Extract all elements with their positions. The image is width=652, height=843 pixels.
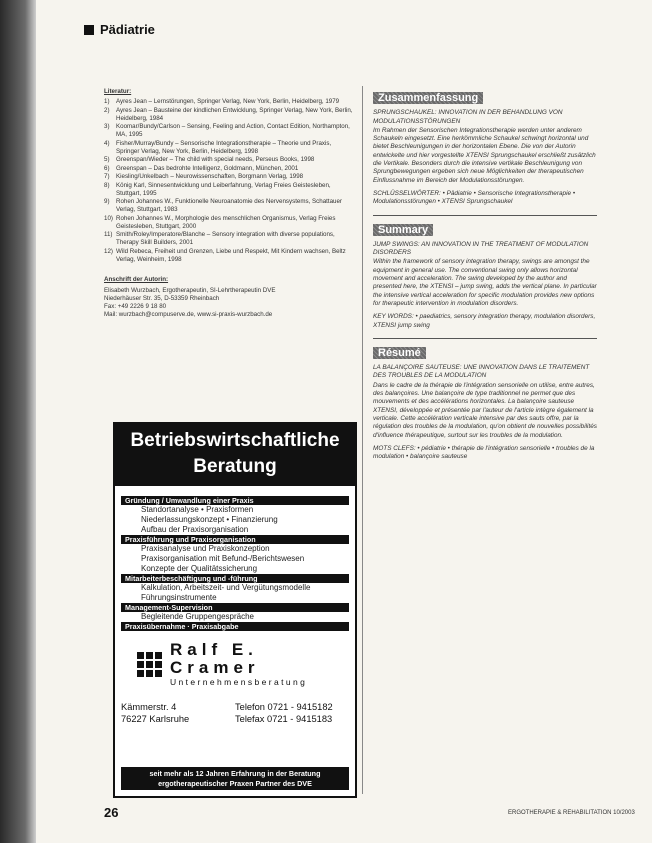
ad-section-heading: Gründung / Umwandlung einer Praxis [121, 496, 349, 505]
ad-section-item: Führungsinstrumente [141, 593, 217, 602]
literature-text: Greenspan/Wieder – The child with special needs, Perseus Books, 1998 [116, 156, 315, 163]
literature-number: 9) [104, 198, 110, 205]
literature-text: Rohen Johannes W., Funktionelle Neuroanatomie des Nervensystems, Schattauer Verlag, Stuttgart, 1983 [116, 198, 342, 213]
company-contact [121, 701, 349, 725]
ad-section-heading: Praxisübernahme · Praxisabgabe [121, 622, 349, 631]
company-street: Kämmerstr. 4 [121, 702, 177, 712]
literature-text: Smith/Roley/Imperatore/Blanche – Sensory integration with diverse populations, Therapy Skill Builders, 2001 [116, 231, 335, 246]
literature-item [104, 173, 356, 181]
literature-title: Literatur: [104, 88, 132, 95]
company-subtitle: Unternehmensberatung [170, 677, 308, 687]
literature-number: 5) [104, 156, 110, 163]
ad-service-list [121, 496, 349, 631]
literature-number: 10) [104, 214, 113, 222]
literature-number: 3) [104, 123, 110, 130]
summary-banner: Summary [373, 224, 433, 236]
summary-banner: Résumé [373, 347, 426, 359]
literature-item [104, 231, 356, 247]
literature-text: Kiesling/Unkelbach – Neurowissenschaften, Borgmann Verlag, 1998 [116, 173, 304, 180]
ad-section-item: Konzepte der Qualitätssicherung [141, 564, 258, 573]
address-line: Fax: +49 2226 9 18 80 [104, 302, 167, 310]
column-divider [362, 86, 363, 794]
section-header [84, 22, 155, 37]
literature-text: Ayres Jean – Lernstörungen, Springer Verlag, New York, Berlin, Heidelberg, 1979 [116, 98, 340, 105]
address-line: Niederhäuser Str. 35, D-53359 Rheinbach [104, 294, 220, 302]
literature-item [104, 182, 356, 198]
summary-block [373, 224, 597, 330]
summary-body: Im Rahmen der Sensorischen Integrationstherapie werden unter anderem Schaukeln eingesetzt. Eine herkömmliche Schaukel schwingt horizontal und bietet Beschleunigungen in der horizontalen Ebene. Die von der Autorin entwickelte und hier vorgestellte XTENSI Sprungschaukel erschließt zusätzlich die Vertikale. Besonders durch die intensive vertikale Beschleunigung von Sprungbewegungen ergeben sich neue Möglichkeiten der therapeutischen Einflussnahme im Bereich der Modulationsstörungen. [373, 126, 596, 184]
summary-block [373, 347, 597, 462]
address-line: Mail: wurzbach@compuserve.de, www.si-praxis-wurzbach.de [104, 310, 273, 318]
page-number: 26 [104, 805, 119, 820]
summary-title: JUMP SWINGS: AN INNOVATION IN THE TREATMENT OF MODULATION DISORDERS [373, 240, 589, 257]
left-column [104, 88, 356, 319]
summary-banner: Zusammenfassung [373, 92, 483, 104]
summary-keywords: SCHLÜSSELWÖRTER: • Pädiatrie • Sensorische Integrationstherapie • Modulationsstörungen • XTENSI Sprungschaukel [373, 189, 576, 206]
literature-number: 7) [104, 173, 110, 180]
company-fax: Telefax 0721 - 9415183 [235, 714, 333, 724]
ad-section-heading: Management-Supervision [121, 603, 349, 612]
ad-section-item: Praxisorganisation mit Befund-/Berichtswesen [141, 554, 305, 563]
company-name: Ralf E. Cramer [170, 640, 260, 677]
summary-keywords: MOTS CLEFS: • pédiatrie • thérapie de l'intégration sensorielle • troubles de la modulation • balançoire sauteuse [373, 444, 595, 461]
ad-section-heading: Praxisführung und Praxisorganisation [121, 535, 349, 544]
summary-keywords: KEY WORDS: • paediatrics, sensory integration therapy, modulation disorders, XTENSI jump swing [373, 313, 596, 329]
literature-number: 12) [104, 247, 113, 255]
literature-item [104, 165, 356, 173]
literature-item [104, 98, 356, 106]
company-city: 76227 Karlsruhe [121, 714, 190, 724]
ad-section-item: Kalkulation, Arbeitszeit- und Vergütungsmodelle [141, 583, 311, 592]
summary-divider [373, 338, 597, 339]
literature-number: 11) [104, 231, 113, 238]
literature-item [104, 140, 356, 156]
ad-section-item: Aufbau der Praxisorganisation [141, 525, 249, 534]
summary-column [373, 92, 597, 461]
literature-text: Wild Rebeca, Freiheit und Grenzen, Liebe und Respekt, Mit Kindern wachsen, Beltz Verlag, Weinheim, 1998 [116, 247, 346, 263]
literature-text: König Karl, Sinnesentwicklung und Leiberfahrung, Verlag Freies Geistesleben, Stuttgart, 1995 [116, 181, 331, 197]
summary-title: SPRUNGSCHAUKEL: INNOVATION IN DER BEHANDLUNG VON MODULATIONSSTÖRUNGEN [373, 109, 563, 125]
ad-section-item: Begleitende Gruppengespräche [141, 612, 254, 621]
literature-text: Rohen Johannes W., Morphologie des menschlichen Organismus, Verlag Freies Geistesleben, Stuttgart, 2000 [116, 214, 336, 230]
journal-name: ERGOTHERAPIE & REHABILITATION 10/2003 [508, 810, 635, 816]
literature-item [104, 198, 356, 214]
company-phone: Telefon 0721 - 9415182 [235, 702, 333, 712]
ad-footer: seit mehr als 12 Jahren Erfahrung in der Beratung ergotherapeutischer Praxen Partner des DVE [121, 767, 349, 790]
author-address [104, 276, 356, 319]
ad-section-item: Niederlassungskonzept • Finanzierung [141, 515, 278, 524]
literature-number: 1) [104, 98, 110, 105]
advertisement-box [113, 422, 357, 798]
company-logo [137, 641, 355, 687]
literature-item [104, 156, 356, 164]
literature-text: Fisher/Murray/Bundy – Sensorische Integrationstherapie – Theorie und Praxis, Springer Verlag, New York, Berlin, Heidelberg, 1998 [116, 139, 332, 155]
ad-headline: Betriebswirtschaftliche Beratung [115, 424, 355, 486]
summary-body: Within the framework of sensory integration therapy, swings are amongst the equipment in general use. The conventional swing only allows horizontal movement and acceleration. The swing developed by the author and presented here, the XTENSI – jump swing, adds the vertical plane. In particular the intensive vertical acceleration for specific modulation provides new options for therapeutic intervention in modulation disorders. [373, 258, 597, 307]
summary-block [373, 92, 597, 207]
square-bullet-icon [84, 25, 94, 35]
summary-body: Dans le cadre de la thérapie de l'intégration sensorielle on utilise, entre autres, des balançoires. Une balançoire de type traditionnel ne permet que des mouvements et des accélérations horizontales. La balançoire sauteuse XTENSI, développée et présentée par l'auteur de l'article intègre également la verticale. Cette accélération verticale intensive par des sauts offre, par la régulation des troubles de la modulation, qu'on obtient de nouvelles possibilités d'influence thérapeutique, surtout sur les troubles de la modulation. [373, 381, 597, 439]
literature-item [104, 248, 356, 264]
literature-number: 6) [104, 164, 110, 172]
literature-text: Greenspan – Das bedrohte Intelligenz, Goldmann, München, 2001 [116, 164, 299, 172]
literature-number: 2) [104, 106, 110, 114]
summary-divider [373, 215, 597, 216]
summary-title: LA BALANÇOIRE SAUTEUSE: UNE INNOVATION DANS LE TRAITEMENT DES TROUBLES DE LA MODULATION [373, 364, 590, 380]
literature-text: Koomar/Bundy/Carlson – Sensing, Feeling and Action, Contact Edition, Northampton, MA, 1995 [116, 123, 350, 138]
ad-section-item: Praxisanalyse und Praxiskonzeption [141, 544, 270, 553]
literature-list [104, 98, 356, 264]
literature-item [104, 123, 356, 139]
ad-section-heading: Mitarbeiterbeschäftigung und -führung [121, 574, 349, 583]
literature-item [104, 215, 356, 231]
literature-item [104, 107, 356, 123]
address-line: Elisabeth Wurzbach, Ergotherapeutin, SI-Lehrtherapeutin DVE [104, 286, 276, 294]
logo-dots-icon [137, 652, 162, 677]
ad-section-item: Standortanalyse • Praxisformen [141, 505, 254, 514]
literature-number: 8) [104, 181, 110, 189]
book-spine-shadow [0, 0, 36, 843]
section-title: Pädiatrie [100, 22, 155, 37]
author-address-title: Anschrift der Autorin: [104, 275, 169, 283]
literature-number: 4) [104, 139, 110, 147]
literature-text: Ayres Jean – Bausteine der kindlichen Entwicklung, Springer Verlag, New York, Berlin, Heidelberg, 1984 [116, 106, 353, 122]
